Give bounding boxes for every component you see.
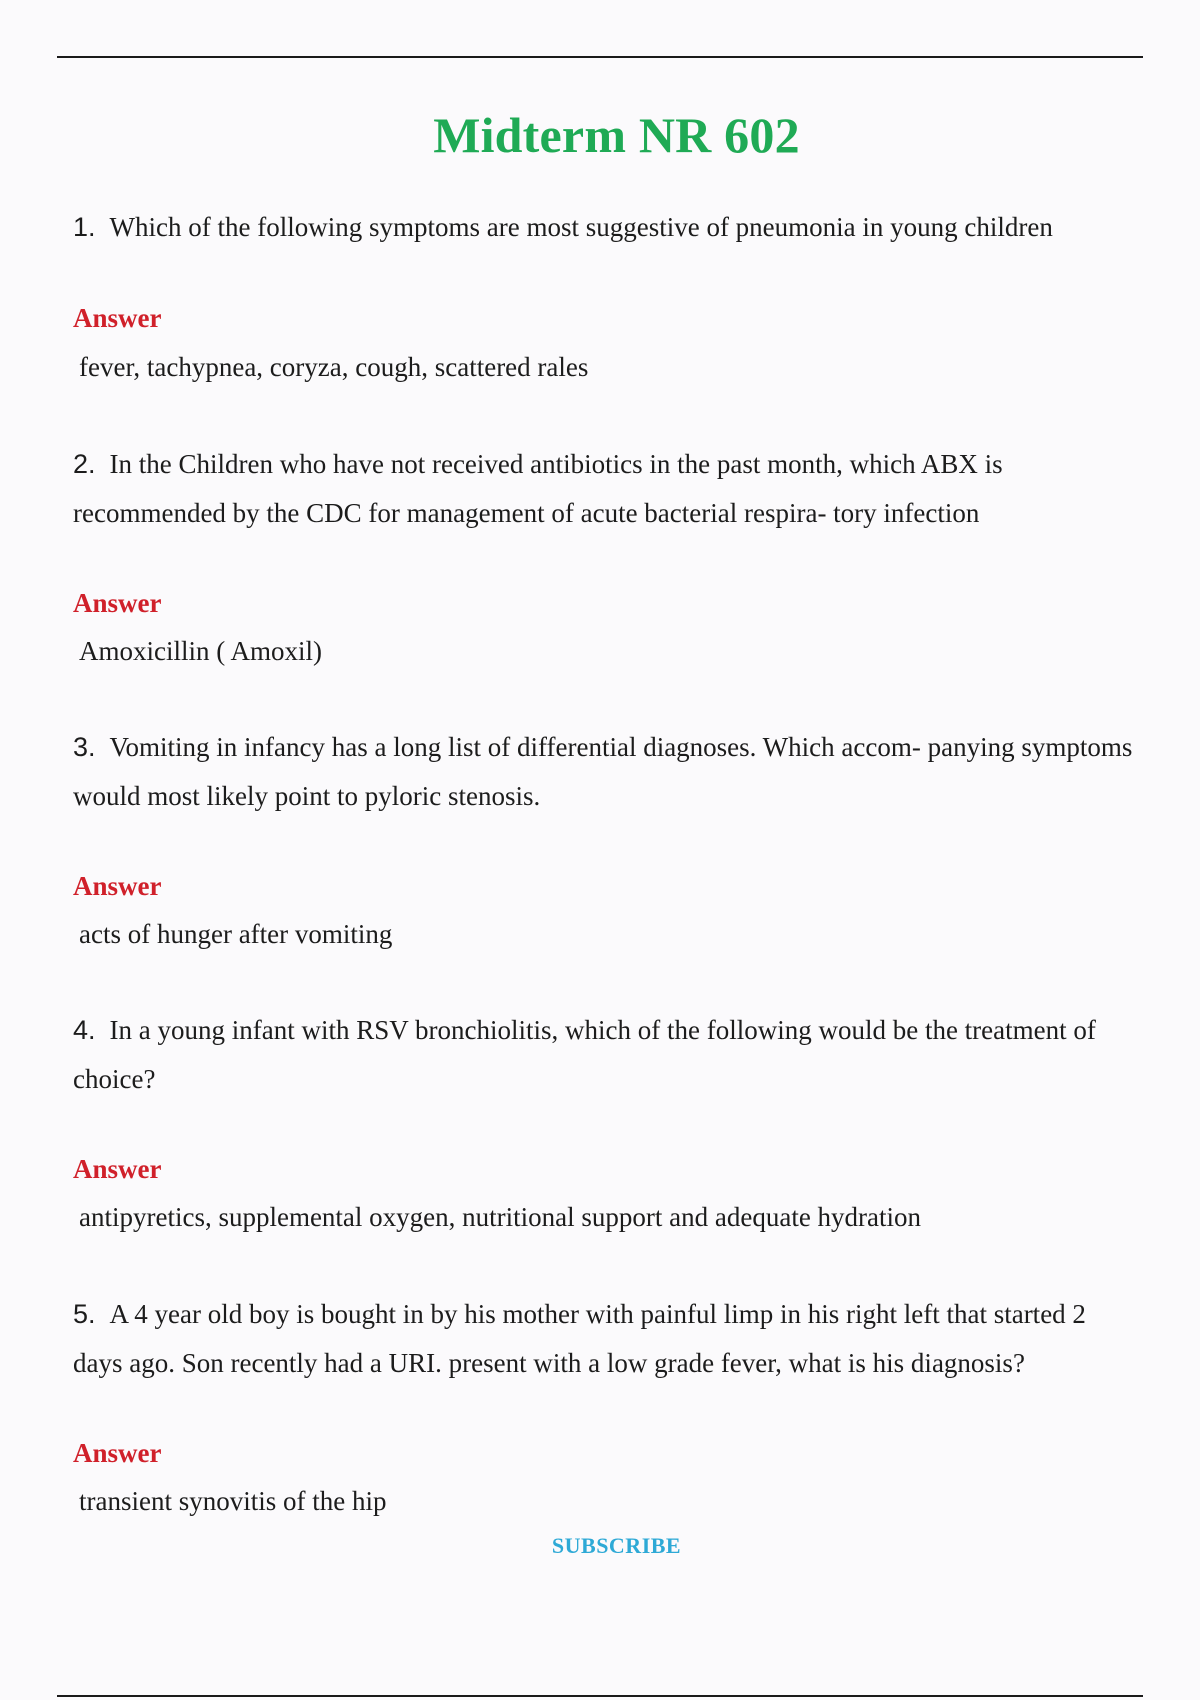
question-text: Vomiting in infancy has a long list of differential diagnoses. Which accom- panying symptoms would most likely point to pyloric stenosis. <box>73 732 1133 811</box>
question-3 <box>73 723 1133 821</box>
answer-text: transient synovitis of the hip <box>79 1486 387 1516</box>
bottom-rule <box>57 1695 1143 1697</box>
question-text: In the Children who have not received antibiotics in the past month, which ABX is recommended by the CDC for management of acute bacterial respira- tory infection <box>73 449 1003 528</box>
question-block-2 <box>73 440 1133 666</box>
question-4 <box>73 1006 1133 1104</box>
question-block-1 <box>73 203 1133 382</box>
answer-text: acts of hunger after vomiting <box>79 919 393 949</box>
question-number: 4. <box>73 1015 96 1045</box>
question-block-3 <box>73 723 1133 949</box>
question-text: Which of the following symptoms are most suggestive of pneumonia in young children <box>109 212 1053 242</box>
question-1 <box>73 203 1133 252</box>
answer-label: Answer <box>73 588 162 618</box>
answer-label: Answer <box>73 303 162 333</box>
answer-label: Answer <box>73 871 162 901</box>
question-2 <box>73 440 1133 538</box>
question-number: 3. <box>73 732 96 762</box>
answer-text: fever, tachypnea, coryza, cough, scattered rales <box>79 352 589 382</box>
question-5 <box>73 1290 1133 1388</box>
page-title: Midterm NR 602 <box>433 106 800 163</box>
question-number: 2. <box>73 449 96 479</box>
answer-text: Amoxicillin ( Amoxil) <box>79 636 322 666</box>
question-block-4 <box>73 1006 1133 1232</box>
question-text: In a young infant with RSV bronchiolitis, which of the following would be the treatment of choice? <box>73 1015 1096 1094</box>
question-block-5 <box>73 1290 1133 1516</box>
answer-text: antipyretics, supplemental oxygen, nutritional support and adequate hydration <box>79 1202 922 1232</box>
answer-label: Answer <box>73 1154 162 1184</box>
question-text: A 4 year old boy is bought in by his mother with painful limp in his right left that started 2 days ago. Son recently had a URI. present with a low grade fever, what is his diagnosis? <box>73 1299 1086 1378</box>
answer-label: Answer <box>73 1438 162 1468</box>
question-number: 1. <box>73 212 96 242</box>
subscribe-link[interactable]: SUBSCRIBE <box>551 1533 682 1558</box>
question-number: 5. <box>73 1299 96 1329</box>
top-rule <box>57 56 1143 58</box>
